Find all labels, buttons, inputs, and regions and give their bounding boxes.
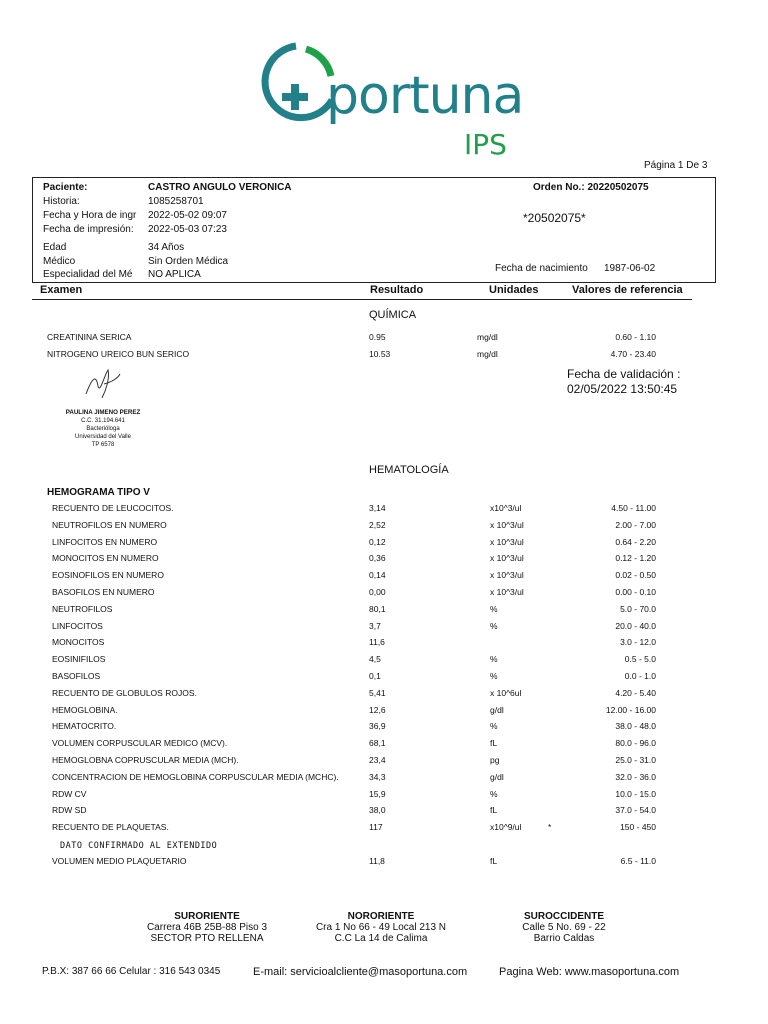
exam-unit: %	[490, 654, 498, 665]
exam-result: 0,1	[369, 671, 381, 681]
table-row	[0, 721, 768, 737]
table-row	[0, 332, 768, 348]
exam-unit: %	[490, 721, 498, 732]
exam-name: RECUENTO DE LEUCOCITOS.	[52, 503, 174, 513]
ref-high: 36.0	[639, 771, 656, 782]
ref-high: 54.0	[639, 805, 656, 816]
column-referencia: Valores de referencia	[572, 284, 683, 296]
edad-value: 34 Años	[148, 242, 185, 253]
exam-unit: x 10^3/ul	[490, 553, 524, 564]
exam-name: MONOCITOS	[52, 637, 105, 648]
exam-unit: mg/dl	[477, 332, 498, 342]
ref-low: 4.50	[611, 503, 628, 513]
table-row	[0, 537, 768, 553]
patient-info-box	[32, 177, 716, 283]
ref-range: 4.20 - 5.40	[615, 687, 656, 698]
signature-university: Universidad del Valle	[75, 434, 131, 440]
nacimiento-value: 1987-06-02	[604, 263, 656, 274]
ref-range: 150 - 450	[620, 822, 656, 833]
exam-result: 4,5	[369, 654, 381, 665]
exam-unit: %	[490, 620, 498, 631]
table-row	[0, 856, 768, 872]
especialidad-value: NO APLICA	[148, 269, 201, 280]
exam-result: 0,14	[369, 570, 386, 581]
table-row	[0, 688, 768, 704]
exam-result: 0,36	[369, 553, 386, 564]
ref-high: 11.00	[635, 503, 656, 513]
exam-name: RDW SD	[52, 805, 87, 816]
ref-range: 5.0 - 70.0	[620, 603, 656, 614]
table-row	[0, 805, 768, 821]
exam-unit: x 10^3/ul	[490, 536, 524, 547]
validacion-value: 02/05/2022 13:50:45	[567, 382, 678, 396]
ref-range: 37.0 - 54.0	[615, 805, 656, 816]
historia-label: Historia:	[43, 196, 80, 207]
exam-unit: x10^3/ul	[490, 503, 522, 513]
exam-unit: fL	[490, 738, 498, 749]
ref-low: 0.60	[615, 332, 632, 342]
table-row	[0, 654, 768, 670]
especialidad-label: Especialidad del Mé	[43, 269, 133, 280]
table-row	[0, 553, 768, 569]
footer-nororiente-title: NORORIENTE	[347, 911, 415, 922]
ref-low: 32.0	[615, 771, 632, 782]
table-row	[0, 604, 768, 620]
exam-name: LINFOCITOS	[52, 620, 103, 631]
ref-low: 0.00	[615, 587, 632, 597]
column-unidades: Unidades	[489, 284, 539, 296]
ref-high: 11.0	[640, 856, 656, 866]
ref-low: 4.20	[615, 687, 632, 698]
ref-range: 0.64 - 2.20	[615, 536, 656, 547]
exam-name: NITROGENO UREICO BUN SERICO	[47, 349, 190, 359]
footer-email: E-mail: servicioalcliente@masoportuna.com	[253, 966, 468, 978]
ref-range: 32.0 - 36.0	[615, 771, 656, 782]
ref-high: 1.10	[639, 332, 656, 342]
ref-low: 5.0	[620, 603, 632, 614]
signature-title: Bacterióloga	[86, 426, 120, 432]
ref-low: 4.70	[610, 349, 628, 359]
ref-high: 40.0	[639, 620, 656, 631]
exam-result: 3,14	[369, 503, 386, 513]
table-row	[0, 822, 768, 838]
exam-name: HEMATOCRITO.	[52, 721, 117, 732]
table-row	[0, 503, 768, 519]
exam-name: CREATININA SERICA	[47, 332, 132, 342]
footer-suroriente-line1: Carrera 46B 25B-88 Piso 3	[146, 922, 268, 933]
ref-low: 3.0	[620, 637, 632, 648]
exam-result: 12,6	[369, 704, 386, 715]
exam-unit: x 10^3/ul	[490, 587, 524, 597]
table-row	[0, 755, 768, 771]
footer-nororiente-line1: Cra 1 No 66 - 49 Local 213 N	[315, 922, 447, 933]
ref-range: 6.5 - 11.0	[620, 856, 656, 866]
fecha-impresion-value: 2022-05-03 07:23	[148, 224, 227, 235]
table-row	[0, 705, 768, 721]
exam-unit: fL	[490, 856, 498, 866]
ref-high: 1.20	[639, 553, 656, 564]
ref-range: 0.60 - 1.10	[615, 332, 656, 342]
footer-nororiente-line2: C.C La 14 de Calima	[334, 933, 428, 944]
logo-brand-text: portuna	[326, 66, 524, 126]
exam-name: RECUENTO DE GLOBULOS ROJOS.	[52, 687, 197, 698]
exam-unit: g/dl	[490, 771, 504, 782]
fecha-ingreso-label: Fecha y Hora de ingr	[43, 210, 137, 221]
ref-low: 38.0	[615, 721, 632, 732]
ref-range: 20.0 - 40.0	[615, 620, 656, 631]
exam-result: 34,3	[369, 771, 386, 782]
ref-high: 96.0	[639, 738, 656, 749]
ref-range: 3.0 - 12.0	[620, 637, 656, 648]
ref-low: 20.0	[615, 620, 632, 631]
ref-range: 0.02 - 0.50	[615, 570, 656, 581]
exam-name: LINFOCITOS EN NUMERO	[52, 536, 158, 547]
ref-low: 25.0	[615, 755, 632, 765]
exam-result: 0.95	[369, 332, 386, 342]
signature-name: PAULINA JIMENO PEREZ	[65, 409, 141, 416]
exam-result: 5,41	[369, 687, 386, 698]
ref-high: 0.50	[639, 570, 656, 581]
ref-range: 0.12 - 1.20	[615, 553, 656, 564]
exam-name: HEMOGLOBINA.	[52, 704, 118, 715]
ref-high: 2.20	[639, 536, 656, 547]
note-dato-confirmado: DATO CONFIRMADO AL EXTENDIDO	[60, 841, 218, 851]
signature-block	[58, 364, 148, 456]
handwritten-signature-icon	[58, 364, 148, 404]
ref-low: 37.0	[615, 805, 632, 816]
table-row	[0, 637, 768, 653]
ref-high: 15.0	[639, 788, 656, 799]
exam-result: 10.53	[369, 349, 391, 359]
table-row	[0, 520, 768, 536]
ref-low: 0.0	[624, 671, 637, 681]
exam-unit: pg	[490, 755, 500, 765]
ref-high: 16.00	[634, 704, 656, 715]
table-row	[0, 349, 768, 365]
page-number: Página 1 De 3	[644, 160, 708, 171]
exam-result: 23,4	[369, 755, 386, 765]
ref-high: 48.0	[639, 721, 656, 732]
exam-result: 0,00	[369, 587, 386, 597]
exam-name: EOSINOFILOS EN NUMERO	[52, 570, 164, 581]
ref-low: 10.0	[615, 788, 632, 799]
exam-name: BASOFILOS	[52, 671, 101, 681]
ref-high: 5.0	[644, 654, 656, 665]
ref-low: 12.00	[605, 704, 628, 715]
quimica-title: QUÍMICA	[369, 309, 417, 321]
ref-low: 0.12	[615, 553, 632, 564]
exam-result: 15,9	[369, 788, 386, 799]
ref-low: 80.0	[615, 738, 632, 749]
exam-unit: %	[490, 603, 498, 614]
exam-name: VOLUMEN MEDIO PLAQUETARIO	[52, 856, 187, 866]
fecha-ingreso-value: 2022-05-02 09:07	[148, 210, 227, 221]
footer-pbx: P.B.X: 387 66 66 Celular : 316 543 0345	[42, 966, 221, 977]
exam-name: MONOCITOS EN NUMERO	[52, 553, 159, 564]
footer-suroccidente-line1: Calle 5 No. 69 - 22	[522, 922, 606, 933]
exam-unit: x 10^3/ul	[490, 570, 524, 581]
exam-unit: fL	[490, 805, 498, 816]
ref-low: 0.64	[615, 536, 632, 547]
nacimiento-label: Fecha de nacimiento	[495, 263, 588, 274]
exam-unit: %	[490, 788, 498, 799]
oportuna-ips-logo	[258, 40, 524, 165]
ref-high: 70.0	[639, 603, 656, 614]
ref-low: 0.5	[624, 654, 637, 665]
exam-result: 80,1	[369, 603, 386, 614]
ref-high: 0.10	[639, 587, 656, 597]
column-examen: Examen	[40, 284, 83, 296]
paciente-label: Paciente:	[43, 182, 88, 193]
hematologia-title: HEMATOLOGÍA	[369, 464, 449, 476]
ref-range: 80.0 - 96.0	[615, 738, 656, 749]
header-divider	[32, 299, 692, 300]
ref-range: 4.70 - 23.40	[610, 349, 656, 359]
abnormal-flag: *	[548, 822, 552, 833]
exam-result: 117	[369, 822, 383, 833]
exam-name: BASOFILOS EN NUMERO	[52, 587, 155, 597]
exam-name: NEUTROFILOS	[52, 603, 113, 614]
fecha-impresion-label: Fecha de impresión:	[43, 224, 134, 235]
exam-unit: x 10^6ul	[490, 687, 522, 698]
medico-label: Médico	[43, 256, 76, 267]
table-row	[0, 671, 768, 687]
ref-range: 10.0 - 15.0	[615, 788, 656, 799]
ref-high: 5.40	[639, 687, 656, 698]
exam-unit: %	[490, 671, 498, 681]
exam-result: 3,7	[369, 620, 381, 631]
ref-high: 23.40	[634, 349, 656, 359]
exam-name: HEMOGLOBNA COPRUSCULAR MEDIA (MCH).	[52, 755, 239, 765]
ref-range: 0.0 - 1.0	[624, 671, 656, 681]
exam-result: 38,0	[369, 805, 386, 816]
ref-range: 0.00 - 0.10	[615, 587, 656, 597]
signature-cc: C.C. 31.194.641	[81, 418, 125, 424]
ref-range: 25.0 - 31.0	[615, 755, 656, 765]
paciente-value: CASTRO ANGULO VERONICA	[148, 182, 292, 193]
orden-number: Orden No.: 20220502075	[533, 182, 649, 193]
exam-unit: mg/dl	[477, 349, 498, 359]
exam-name: RDW CV	[52, 788, 87, 799]
historia-value: 1085258701	[148, 196, 204, 207]
exam-unit: g/dl	[490, 704, 504, 715]
ref-range: 2.00 - 7.00	[615, 519, 656, 530]
table-row	[0, 621, 768, 637]
exam-result: 11,6	[369, 637, 385, 648]
exam-name: VOLUMEN CORPUSCULAR MEDICO (MCV).	[52, 738, 228, 749]
exam-result: 36,9	[369, 721, 386, 732]
exam-name: EOSINIFILOS	[52, 654, 106, 665]
ref-high: 12.0	[639, 637, 656, 648]
ref-high: 450	[641, 822, 656, 833]
footer-web: Pagina Web: www.masoportuna.com	[499, 966, 680, 978]
logo-ips-text: IPS	[464, 128, 507, 161]
exam-unit: x 10^3/ul	[490, 519, 524, 530]
edad-label: Edad	[43, 242, 67, 253]
footer-suroccidente-title: SUROCCIDENTE	[523, 911, 604, 922]
exam-name: NEUTROFILOS EN NUMERO	[52, 519, 167, 530]
exam-result: 0,12	[369, 536, 386, 547]
ref-high: 1.0	[644, 671, 656, 681]
exam-result: 2,52	[369, 519, 386, 530]
exam-name: RECUENTO DE PLAQUETAS.	[52, 822, 169, 833]
table-row	[0, 587, 768, 603]
ref-low: 6.5	[620, 856, 633, 866]
exam-name: CONCENTRACION DE HEMOGLOBINA CORPUSCULAR MEDIA (MCHC).	[52, 771, 339, 782]
ref-range: 38.0 - 48.0	[615, 721, 656, 732]
ref-range: 0.5 - 5.0	[624, 654, 656, 665]
medico-value: Sin Orden Médica	[148, 256, 229, 267]
ref-range: 4.50 - 11.00	[611, 503, 656, 513]
ref-low: 150	[620, 822, 635, 833]
table-row	[0, 570, 768, 586]
table-row	[0, 738, 768, 754]
validacion-label: Fecha de validación :	[567, 367, 681, 381]
footer-suroriente-title: SURORIENTE	[174, 911, 240, 922]
ref-low: 0.02	[615, 570, 632, 581]
ref-range: 12.00 - 16.00	[605, 704, 656, 715]
footer-suroccidente-line2: Barrio Caldas	[533, 933, 595, 944]
table-row	[0, 789, 768, 805]
hemograma-group-title: HEMOGRAMA TIPO V	[47, 487, 150, 498]
exam-result: 68,1	[369, 738, 386, 749]
column-resultado: Resultado	[370, 284, 424, 296]
ref-high: 7.00	[639, 519, 656, 530]
ref-low: 2.00	[615, 519, 632, 530]
ref-high: 31.0	[639, 755, 656, 765]
exam-unit: x10^9/ul	[490, 822, 522, 833]
signature-tp: TP 6578	[91, 442, 115, 448]
footer-suroriente-line2: SECTOR PTO RELLENA	[150, 933, 264, 944]
exam-result: 11,8	[369, 856, 385, 866]
table-row	[0, 772, 768, 788]
barcode-text: *20502075*	[523, 211, 586, 225]
